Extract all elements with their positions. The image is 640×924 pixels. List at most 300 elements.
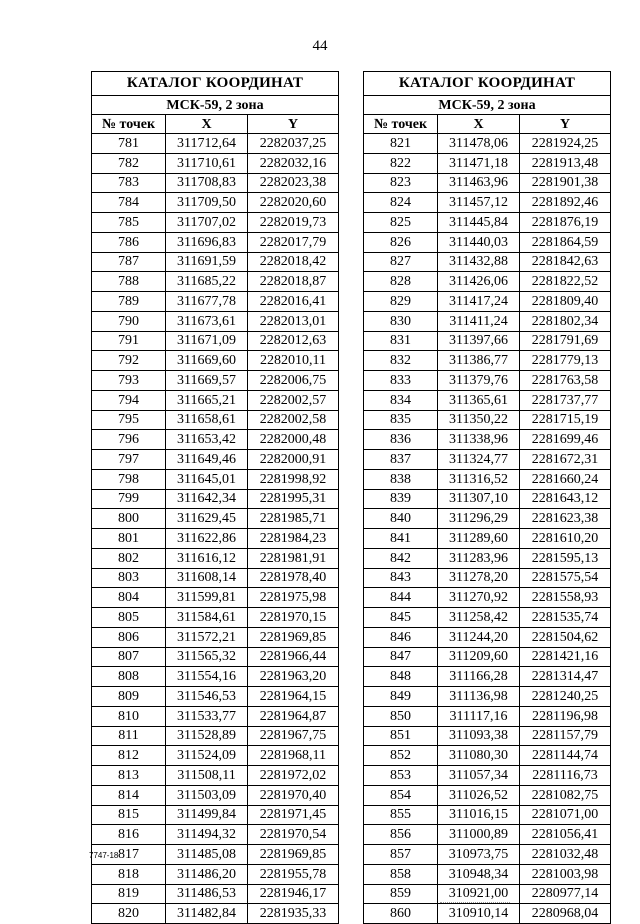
x-coordinate-cell: 311440,03: [438, 232, 520, 252]
table-row: [92, 311, 339, 331]
x-coordinate-cell: 311565,32: [166, 647, 248, 667]
y-coordinate-cell: 2281981,91: [248, 548, 339, 568]
x-coordinate-cell: 311653,42: [166, 430, 248, 450]
table-row: [364, 153, 611, 173]
table-row: [364, 548, 611, 568]
y-coordinate-cell: 2281535,74: [520, 608, 611, 628]
point-number-cell: 828: [364, 272, 438, 292]
point-number-cell: 851: [364, 726, 438, 746]
table-row: [92, 825, 339, 845]
y-coordinate-cell: 2282020,60: [248, 193, 339, 213]
y-coordinate-cell: 2281809,40: [520, 292, 611, 312]
y-coordinate-cell: 2282000,48: [248, 430, 339, 450]
table-row: [364, 884, 611, 904]
y-coordinate-cell: 2281924,25: [520, 134, 611, 154]
table-row: [364, 213, 611, 233]
x-coordinate-cell: 311117,16: [438, 706, 520, 726]
y-coordinate-cell: 2281985,71: [248, 509, 339, 529]
table-row: [92, 153, 339, 173]
catalog-body: [92, 134, 339, 924]
catalog-title: КАТАЛОГ КООРДИНАТ: [364, 72, 611, 96]
table-row: [92, 864, 339, 884]
point-number-cell: 795: [92, 410, 166, 430]
column-header-y: Y: [520, 115, 611, 134]
x-coordinate-cell: 311136,98: [438, 687, 520, 707]
x-coordinate-cell: 311463,96: [438, 173, 520, 193]
point-number-cell: 808: [92, 667, 166, 687]
y-coordinate-cell: 2281972,02: [248, 766, 339, 786]
table-row: [364, 489, 611, 509]
table-row: [92, 371, 339, 391]
x-coordinate-cell: 311649,46: [166, 450, 248, 470]
table-row: [364, 766, 611, 786]
x-coordinate-cell: 311599,81: [166, 588, 248, 608]
point-number-cell: 847: [364, 647, 438, 667]
x-coordinate-cell: 311707,02: [166, 213, 248, 233]
point-number-cell: 856: [364, 825, 438, 845]
table-row: [364, 272, 611, 292]
table-row: [364, 785, 611, 805]
point-number-cell: 799: [92, 489, 166, 509]
table-row: [364, 647, 611, 667]
catalog-subtitle: МСК-59, 2 зона: [364, 96, 611, 115]
table-row: [364, 726, 611, 746]
x-coordinate-cell: 311584,61: [166, 608, 248, 628]
point-number-cell: 806: [92, 627, 166, 647]
table-row: [364, 351, 611, 371]
y-coordinate-cell: 2281699,46: [520, 430, 611, 450]
point-number-cell: 801: [92, 529, 166, 549]
table-row: [364, 430, 611, 450]
table-row: [92, 173, 339, 193]
table-row: [92, 450, 339, 470]
point-number-cell: 860: [364, 904, 438, 924]
y-coordinate-cell: 2281660,24: [520, 469, 611, 489]
point-number-cell: 836: [364, 430, 438, 450]
x-coordinate-cell: 311616,12: [166, 548, 248, 568]
point-number-cell: 788: [92, 272, 166, 292]
y-coordinate-cell: 2281955,78: [248, 864, 339, 884]
table-row: [364, 232, 611, 252]
point-number-cell: 854: [364, 785, 438, 805]
table-row: [92, 627, 339, 647]
point-number-cell: 813: [92, 766, 166, 786]
y-coordinate-cell: 2281946,17: [248, 884, 339, 904]
table-row: [364, 252, 611, 272]
x-coordinate-cell: 311608,14: [166, 568, 248, 588]
point-number-cell: 786: [92, 232, 166, 252]
point-number-cell: 817: [92, 845, 166, 865]
table-row: [92, 667, 339, 687]
table-row: [92, 193, 339, 213]
x-coordinate-cell: 311283,96: [438, 548, 520, 568]
table-row: [364, 568, 611, 588]
point-number-cell: 846: [364, 627, 438, 647]
y-coordinate-cell: 2281623,38: [520, 509, 611, 529]
table-row: [92, 509, 339, 529]
x-coordinate-cell: 311296,29: [438, 509, 520, 529]
x-coordinate-cell: 310948,34: [438, 864, 520, 884]
point-number-cell: 789: [92, 292, 166, 312]
y-coordinate-cell: 2281144,74: [520, 746, 611, 766]
table-row: [364, 390, 611, 410]
point-number-cell: 814: [92, 785, 166, 805]
table-row: [92, 746, 339, 766]
point-number-cell: 803: [92, 568, 166, 588]
point-number-cell: 845: [364, 608, 438, 628]
x-coordinate-cell: 311278,20: [438, 568, 520, 588]
x-coordinate-cell: 311307,10: [438, 489, 520, 509]
point-number-cell: 811: [92, 726, 166, 746]
x-coordinate-cell: 311258,42: [438, 608, 520, 628]
table-row: [92, 588, 339, 608]
coordinate-catalog-left: [91, 71, 339, 924]
x-coordinate-cell: 311708,83: [166, 173, 248, 193]
x-coordinate-cell: 311350,22: [438, 410, 520, 430]
x-coordinate-cell: 311629,45: [166, 509, 248, 529]
x-coordinate-cell: 311508,11: [166, 766, 248, 786]
x-coordinate-cell: 311677,78: [166, 292, 248, 312]
table-row: [364, 904, 611, 924]
y-coordinate-cell: 2281715,19: [520, 410, 611, 430]
y-coordinate-cell: 2281984,23: [248, 529, 339, 549]
y-coordinate-cell: 2281558,93: [520, 588, 611, 608]
x-coordinate-cell: 311485,08: [166, 845, 248, 865]
table-row: [364, 608, 611, 628]
y-coordinate-cell: 2282002,58: [248, 410, 339, 430]
x-coordinate-cell: 311482,84: [166, 904, 248, 924]
point-number-cell: 815: [92, 805, 166, 825]
point-number-cell: 834: [364, 390, 438, 410]
y-coordinate-cell: 2281056,41: [520, 825, 611, 845]
table-row: [92, 568, 339, 588]
point-number-cell: 838: [364, 469, 438, 489]
y-coordinate-cell: 2281935,33: [248, 904, 339, 924]
y-coordinate-cell: 2282012,63: [248, 331, 339, 351]
x-coordinate-cell: 311709,50: [166, 193, 248, 213]
x-coordinate-cell: 311691,59: [166, 252, 248, 272]
x-coordinate-cell: 311494,32: [166, 825, 248, 845]
point-number-cell: 857: [364, 845, 438, 865]
point-number-cell: 825: [364, 213, 438, 233]
y-coordinate-cell: 2281082,75: [520, 785, 611, 805]
column-header-x: X: [438, 115, 520, 134]
table-row: [364, 825, 611, 845]
table-row: [92, 410, 339, 430]
y-coordinate-cell: 2281314,47: [520, 667, 611, 687]
point-number-cell: 848: [364, 667, 438, 687]
point-number-cell: 809: [92, 687, 166, 707]
table-row: [92, 687, 339, 707]
column-header-y: Y: [248, 115, 339, 134]
x-coordinate-cell: 311696,83: [166, 232, 248, 252]
y-coordinate-cell: 2281643,12: [520, 489, 611, 509]
x-coordinate-cell: 311546,53: [166, 687, 248, 707]
y-coordinate-cell: 2281864,59: [520, 232, 611, 252]
x-coordinate-cell: 311642,34: [166, 489, 248, 509]
table-row: [92, 351, 339, 371]
x-coordinate-cell: 311669,60: [166, 351, 248, 371]
x-coordinate-cell: 311397,66: [438, 331, 520, 351]
table-row: [92, 608, 339, 628]
point-number-cell: 790: [92, 311, 166, 331]
point-number-cell: 793: [92, 371, 166, 391]
table-row: [364, 410, 611, 430]
catalog-body: [364, 134, 611, 924]
point-number-cell: 802: [92, 548, 166, 568]
y-coordinate-cell: 2281157,79: [520, 726, 611, 746]
point-number-cell: 850: [364, 706, 438, 726]
y-coordinate-cell: 2281032,48: [520, 845, 611, 865]
point-number-cell: 858: [364, 864, 438, 884]
y-coordinate-cell: 2282013,01: [248, 311, 339, 331]
catalog-title: КАТАЛОГ КООРДИНАТ: [92, 72, 339, 96]
point-number-cell: 849: [364, 687, 438, 707]
x-coordinate-cell: 311710,61: [166, 153, 248, 173]
x-coordinate-cell: 311244,20: [438, 627, 520, 647]
y-coordinate-cell: 2281003,98: [520, 864, 611, 884]
y-coordinate-cell: 2281970,40: [248, 785, 339, 805]
x-coordinate-cell: 311426,06: [438, 272, 520, 292]
point-number-cell: 852: [364, 746, 438, 766]
y-coordinate-cell: 2281822,52: [520, 272, 611, 292]
point-number-cell: 785: [92, 213, 166, 233]
y-coordinate-cell: 2280968,04: [520, 904, 611, 924]
y-coordinate-cell: 2281672,31: [520, 450, 611, 470]
point-number-cell: 807: [92, 647, 166, 667]
y-coordinate-cell: 2281842,63: [520, 252, 611, 272]
point-number-cell: 791: [92, 331, 166, 351]
y-coordinate-cell: 2281969,85: [248, 627, 339, 647]
point-number-cell: 797: [92, 450, 166, 470]
y-coordinate-cell: 2281610,20: [520, 529, 611, 549]
column-header-x: X: [166, 115, 248, 134]
x-coordinate-cell: 311524,09: [166, 746, 248, 766]
table-row: [92, 331, 339, 351]
table-row: [92, 390, 339, 410]
y-coordinate-cell: 2281116,73: [520, 766, 611, 786]
x-coordinate-cell: 311499,84: [166, 805, 248, 825]
table-row: [92, 726, 339, 746]
point-number-cell: 805: [92, 608, 166, 628]
x-coordinate-cell: 311478,06: [438, 134, 520, 154]
table-row: [92, 232, 339, 252]
table-row: [364, 529, 611, 549]
table-row: [92, 785, 339, 805]
y-coordinate-cell: 2281913,48: [520, 153, 611, 173]
table-row: [92, 548, 339, 568]
table-row: [92, 529, 339, 549]
x-coordinate-cell: 311093,38: [438, 726, 520, 746]
x-coordinate-cell: 311671,09: [166, 331, 248, 351]
point-number-cell: 783: [92, 173, 166, 193]
table-row: [364, 371, 611, 391]
y-coordinate-cell: 2281963,20: [248, 667, 339, 687]
x-coordinate-cell: 311554,16: [166, 667, 248, 687]
point-number-cell: 794: [92, 390, 166, 410]
point-number-cell: 859: [364, 884, 438, 904]
table-row: [92, 272, 339, 292]
table-row: [364, 706, 611, 726]
y-coordinate-cell: 2281595,13: [520, 548, 611, 568]
table-row: [364, 311, 611, 331]
y-coordinate-cell: 2281575,54: [520, 568, 611, 588]
point-number-cell: 831: [364, 331, 438, 351]
y-coordinate-cell: 2282019,73: [248, 213, 339, 233]
y-coordinate-cell: 2282010,11: [248, 351, 339, 371]
y-coordinate-cell: 2281995,31: [248, 489, 339, 509]
table-row: [92, 805, 339, 825]
table-row: [364, 845, 611, 865]
coordinate-catalog-right: [363, 71, 611, 924]
x-coordinate-cell: 311622,86: [166, 529, 248, 549]
y-coordinate-cell: 2281964,87: [248, 706, 339, 726]
point-number-cell: 823: [364, 173, 438, 193]
x-coordinate-cell: 311026,52: [438, 785, 520, 805]
y-coordinate-cell: 2282018,87: [248, 272, 339, 292]
table-row: [364, 588, 611, 608]
x-coordinate-cell: 311417,24: [438, 292, 520, 312]
point-number-cell: 800: [92, 509, 166, 529]
point-number-cell: 784: [92, 193, 166, 213]
y-coordinate-cell: 2281970,15: [248, 608, 339, 628]
point-number-cell: 819: [92, 884, 166, 904]
point-number-cell: 839: [364, 489, 438, 509]
y-coordinate-cell: 2281966,44: [248, 647, 339, 667]
table-row: [92, 489, 339, 509]
table-row: [364, 667, 611, 687]
y-coordinate-cell: 2282023,38: [248, 173, 339, 193]
point-number-cell: 820: [92, 904, 166, 924]
y-coordinate-cell: 2281998,92: [248, 469, 339, 489]
footer-divider: [440, 902, 510, 903]
point-number-cell: 832: [364, 351, 438, 371]
point-number-cell: 792: [92, 351, 166, 371]
y-coordinate-cell: 2282006,75: [248, 371, 339, 391]
point-number-cell: 796: [92, 430, 166, 450]
y-coordinate-cell: 2281737,77: [520, 390, 611, 410]
x-coordinate-cell: 311386,77: [438, 351, 520, 371]
point-number-cell: 781: [92, 134, 166, 154]
y-coordinate-cell: 2281901,38: [520, 173, 611, 193]
x-coordinate-cell: 311316,52: [438, 469, 520, 489]
y-coordinate-cell: 2281196,98: [520, 706, 611, 726]
y-coordinate-cell: 2281504,62: [520, 627, 611, 647]
point-number-cell: 855: [364, 805, 438, 825]
y-coordinate-cell: 2282017,79: [248, 232, 339, 252]
x-coordinate-cell: 311685,22: [166, 272, 248, 292]
table-row: [92, 904, 339, 924]
y-coordinate-cell: 2282000,91: [248, 450, 339, 470]
point-number-cell: 822: [364, 153, 438, 173]
table-row: [364, 450, 611, 470]
x-coordinate-cell: 311673,61: [166, 311, 248, 331]
table-row: [364, 193, 611, 213]
x-coordinate-cell: 310910,14: [438, 904, 520, 924]
point-number-cell: 841: [364, 529, 438, 549]
point-number-cell: 824: [364, 193, 438, 213]
point-number-cell: 853: [364, 766, 438, 786]
point-number-cell: 782: [92, 153, 166, 173]
x-coordinate-cell: 311166,28: [438, 667, 520, 687]
x-coordinate-cell: 311379,76: [438, 371, 520, 391]
x-coordinate-cell: 311080,30: [438, 746, 520, 766]
point-number-cell: 810: [92, 706, 166, 726]
point-number-cell: 829: [364, 292, 438, 312]
y-coordinate-cell: 2281971,45: [248, 805, 339, 825]
table-row: [364, 687, 611, 707]
x-coordinate-cell: 311503,09: [166, 785, 248, 805]
x-coordinate-cell: 311645,01: [166, 469, 248, 489]
catalog-subtitle: МСК-59, 2 зона: [92, 96, 339, 115]
y-coordinate-cell: 2281967,75: [248, 726, 339, 746]
table-row: [364, 509, 611, 529]
x-coordinate-cell: 310921,00: [438, 884, 520, 904]
x-coordinate-cell: 311270,92: [438, 588, 520, 608]
y-coordinate-cell: 2281892,46: [520, 193, 611, 213]
x-coordinate-cell: 311016,15: [438, 805, 520, 825]
x-coordinate-cell: 311658,61: [166, 410, 248, 430]
point-number-cell: 798: [92, 469, 166, 489]
table-row: [364, 627, 611, 647]
point-number-cell: 830: [364, 311, 438, 331]
x-coordinate-cell: 311665,21: [166, 390, 248, 410]
y-coordinate-cell: 2281791,69: [520, 331, 611, 351]
x-coordinate-cell: 311445,84: [438, 213, 520, 233]
x-coordinate-cell: 311289,60: [438, 529, 520, 549]
table-row: [92, 647, 339, 667]
point-number-cell: 812: [92, 746, 166, 766]
y-coordinate-cell: 2281421,16: [520, 647, 611, 667]
y-coordinate-cell: 2281970,54: [248, 825, 339, 845]
y-coordinate-cell: 2281876,19: [520, 213, 611, 233]
point-number-cell: 833: [364, 371, 438, 391]
point-number-cell: 787: [92, 252, 166, 272]
point-number-cell: 818: [92, 864, 166, 884]
table-row: [92, 766, 339, 786]
x-coordinate-cell: 311365,61: [438, 390, 520, 410]
x-coordinate-cell: 311432,88: [438, 252, 520, 272]
x-coordinate-cell: 311486,53: [166, 884, 248, 904]
table-row: [92, 292, 339, 312]
x-coordinate-cell: 311338,96: [438, 430, 520, 450]
y-coordinate-cell: 2282032,16: [248, 153, 339, 173]
x-coordinate-cell: 311486,20: [166, 864, 248, 884]
table-row: [92, 134, 339, 154]
point-number-cell: 827: [364, 252, 438, 272]
y-coordinate-cell: 2281763,58: [520, 371, 611, 391]
table-row: [92, 252, 339, 272]
document-code: 7747-18: [89, 851, 119, 860]
table-row: [364, 331, 611, 351]
table-row: [364, 805, 611, 825]
x-coordinate-cell: 311528,89: [166, 726, 248, 746]
y-coordinate-cell: 2282002,57: [248, 390, 339, 410]
point-number-cell: 816: [92, 825, 166, 845]
y-coordinate-cell: 2281968,11: [248, 746, 339, 766]
y-coordinate-cell: 2281802,34: [520, 311, 611, 331]
y-coordinate-cell: 2281975,98: [248, 588, 339, 608]
table-row: [92, 469, 339, 489]
x-coordinate-cell: 310973,75: [438, 845, 520, 865]
y-coordinate-cell: 2282037,25: [248, 134, 339, 154]
y-coordinate-cell: 2281240,25: [520, 687, 611, 707]
page-number: 44: [312, 38, 328, 54]
x-coordinate-cell: 311669,57: [166, 371, 248, 391]
table-row: [92, 706, 339, 726]
y-coordinate-cell: 2281969,85: [248, 845, 339, 865]
y-coordinate-cell: 2281071,00: [520, 805, 611, 825]
